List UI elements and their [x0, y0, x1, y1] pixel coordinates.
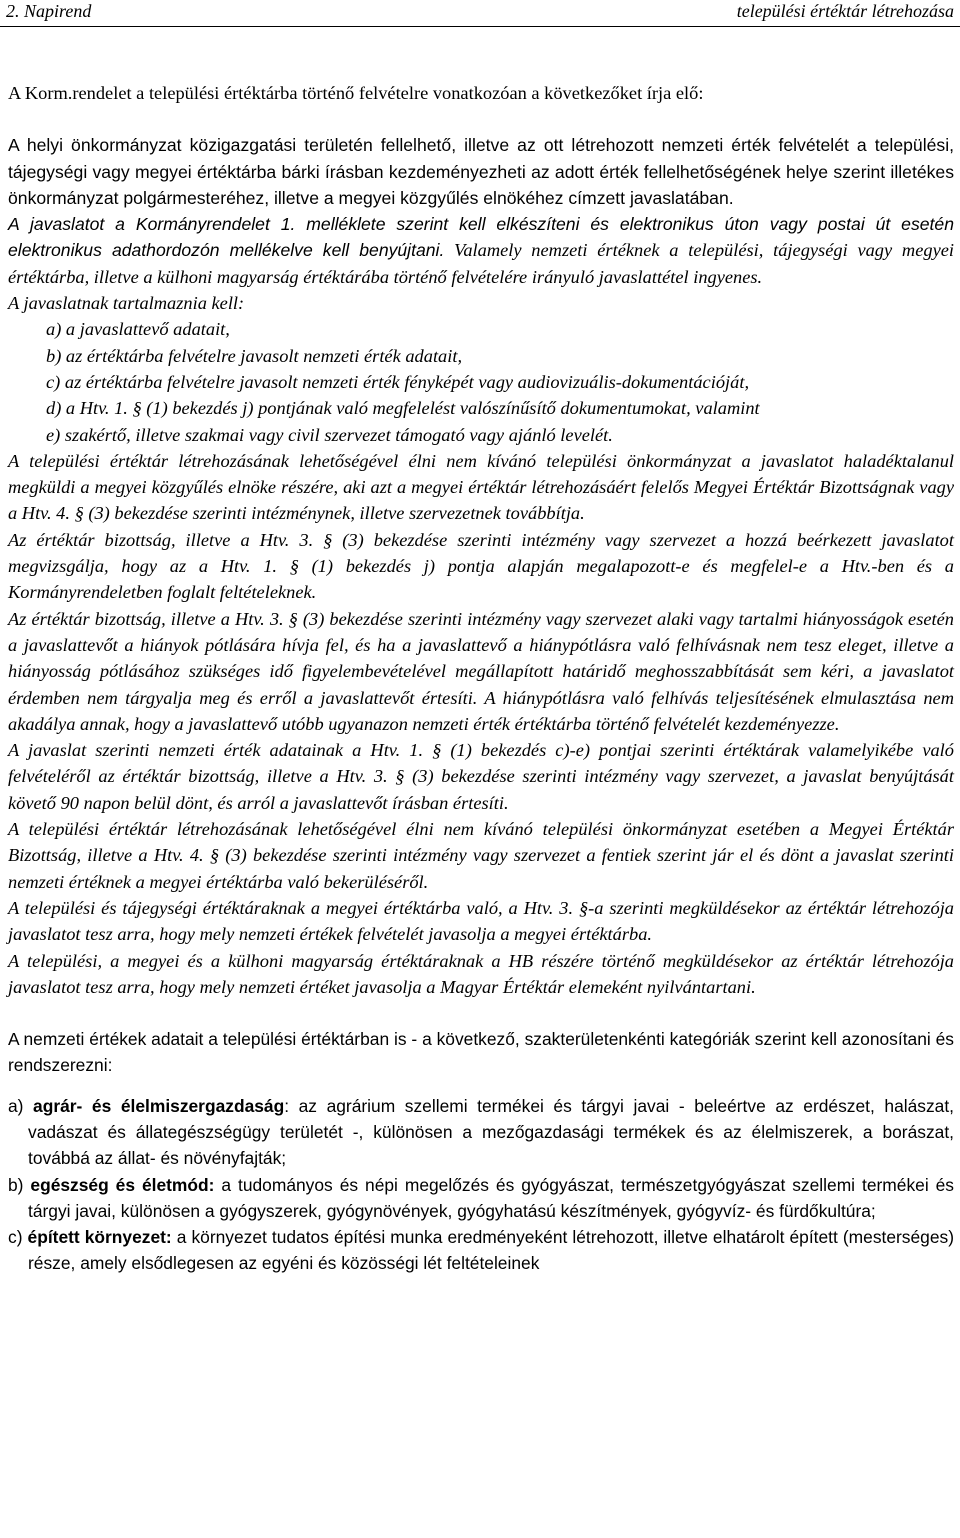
regulation-paragraph-3: A javaslatnak tartalmaznia kell:: [8, 293, 245, 314]
regulation-paragraph-7: A javaslat szerinti nemzeti érték adatainak a Htv. 1. § (1) bekezdés c)-e) pontjai szerinti értéktárak valamelyikébe való felvételéről az értéktár bizottság, illetve a Htv. 3. § (3) bekezdése szerinti intézmény vagy szervezet, a javaslat benyújtását követő 90 napon belül dönt, és arról a javaslattevőt írásban értesíti.: [8, 740, 954, 813]
categories-intro: A nemzeti értékek adatait a települési értéktárban is - a következő, szakterületenkénti kategóriák szerint kell azonosítani és rendszerezni:: [8, 1029, 954, 1076]
category-prefix: b): [8, 1174, 31, 1195]
header-right: települési értéktár létrehozása: [736, 1, 954, 21]
page-header: [0, 0, 960, 27]
header-left: 2. Napirend: [6, 1, 92, 21]
list-item: e) szakértő, illetve szakmai vagy civil szervezet támogató vagy ajánló levelét.: [46, 424, 613, 445]
regulation-paragraph-2a: A javaslatot a Kormányrendelet 1. melléklete szerint kell elkészíteni és elektronikus úton vagy postai út esetén elektronikus adathordozón mellékelve kell benyújtani.: [8, 214, 954, 261]
category-item: [8, 1093, 954, 1172]
regulation-paragraph-10: A települési, a megyei és a külhoni magyarság értéktáraknak a HB részére történő megküldésekor az értéktár létrehozója javaslatot tesz arra, hogy mely nemzeti értéket javasolja a Magyar Értéktár elemeként nyilvántartani.: [8, 950, 954, 997]
category-text: : az agrárium szellemi termékei és tárgyi javai - beleértve az erdészet, halászat, vadászat és állategészségügy területét -, különösen a mezőgazdasági termékek és az élelmiszerek, a borászat, továbbá az állat- és növényfajták;: [28, 1095, 954, 1169]
regulation-paragraph-6: Az értéktár bizottság, illetve a Htv. 3. § (3) bekezdése szerinti intézmény vagy szervezet alaki vagy tartalmi hiányosságok esetén a javaslattevőt a hiányok pótlására hívja fel, és ha a javaslattevő a hiánypótlásra való felhívásnak nem tesz eleget, illetve a hiányosság pótlásához szükséges idő figyelembevételével megállapított határidő meghosszabbítását sem kéri, a javaslatot érdemben nem tárgyalja meg és erről a javaslattevőt értesíti. A hiánypótlásra való felhívás teljesítésének elmulasztása nem akadálya annak, hogy a javaslattevő utóbb ugyanazon nemzeti érték értéktárba történő felvételét kezdeményezze.: [8, 608, 954, 734]
category-term: agrár- és élelmiszergazdaság: [33, 1095, 285, 1116]
intro-paragraph: A Korm.rendelet a települési értéktárba történő felvételre vonatkozóan a következőket írja elő:: [8, 83, 704, 103]
category-item: [8, 1172, 954, 1225]
document-body: [8, 80, 954, 1277]
category-text: a környezet tudatos építési munka eredményeként létrehozott, illetve elhatárolt épített (mesterséges) része, amely elsődlegesen az egyéni és közösségi lét feltételeinek: [28, 1227, 955, 1274]
list-item: b) az értéktárba felvételre javasolt nemzeti érték adatait,: [46, 345, 463, 366]
category-term: egészség és életmód:: [30, 1174, 215, 1195]
list-item: a) a javaslattevő adatait,: [46, 319, 230, 340]
regulation-paragraph-2b: Valamely nemzeti értéknek a települési, tájegységi vagy megyei értéktárba, illetve a külhoni magyarság értéktárába történő felvételére irányuló javaslattétel ingyenes.: [8, 240, 955, 287]
regulation-paragraph-2: [8, 211, 954, 290]
category-prefix: c): [8, 1227, 28, 1248]
category-prefix: a): [8, 1095, 34, 1116]
category-item: [8, 1224, 954, 1277]
regulation-paragraph-1: A helyi önkormányzat közigazgatási területén fellelhető, illetve az ott létrehozott nemzeti érték felvételét a települési, tájegységi vagy megyei értéktárba bárki írásban kezdeményezheti az adott érték fellelhetőségének helye szerint illetékes önkormányzat polgármesteréhez, illetve a megyei közgyűlés elnökéhez címzett javaslatában.: [8, 135, 954, 208]
regulation-paragraph-9: A települési és tájegységi értéktáraknak a megyei értéktárba való, a Htv. 3. §-a szerinti megküldésekor az értéktár létrehozója javaslatot tesz arra, hogy mely nemzeti értékek felvételét javasolja a megyei értéktárba.: [8, 897, 954, 945]
regulation-paragraph-4: A települési értéktár létrehozásának lehetőségével élni nem kívánó települési önkormányzat a javaslatot haladéktalanul megküldi a megyei közgyűlés elnöke részére, aki azt a megyei értéktár létrehozásáért felelős Megyei Értéktár Bizottságnak vagy a Htv. 4. § (3) bekezdése szerinti intézménynek, illetve szervezetnek továbbítja.: [8, 450, 954, 524]
list-item: d) a Htv. 1. § (1) bekezdés j) pontjának való megfelelést valószínűsítő dokumentumokat, valamint: [46, 398, 760, 419]
regulation-paragraph-5: Az értéktár bizottság, illetve a Htv. 3. § (3) bekezdése szerinti intézmény vagy szervezet a hozzá beérkezett javaslatot megvizsgálja, hogy az a Htv. 1. § (1) bekezdés j) pontja alapján megalapozott-e és megfelel-e a Htv.-ben és a Kormányrendeletben foglalt feltételeknek.: [8, 529, 954, 603]
category-text: a tudományos és népi megelőzés és gyógyászat, természetgyógyászat szellemi termékei és tárgyi javai, különösen a gyógyszerek, gyógynövények, gyógyhatású készítmények, gyógyvíz- és fürdőkultúra;: [28, 1174, 954, 1221]
regulation-paragraph-8: A települési értéktár létrehozásának lehetőségével élni nem kívánó települési önkormányzat esetében a Megyei Értéktár Bizottság, illetve a Htv. 4. § (3) bekezdése szerinti intézmény vagy szervezet a fentiek szerint jár el és dönt a javaslat szerinti nemzeti értéknek a megyei értéktárba való bekerüléséről.: [8, 819, 954, 892]
category-term: épített környezet:: [27, 1227, 172, 1248]
list-item: c) az értéktárba felvételre javasolt nemzeti érték fényképét vagy audiovizuális-dokumentációját,: [46, 371, 750, 392]
requirements-list: [8, 316, 954, 447]
categories-list: [8, 1093, 954, 1277]
